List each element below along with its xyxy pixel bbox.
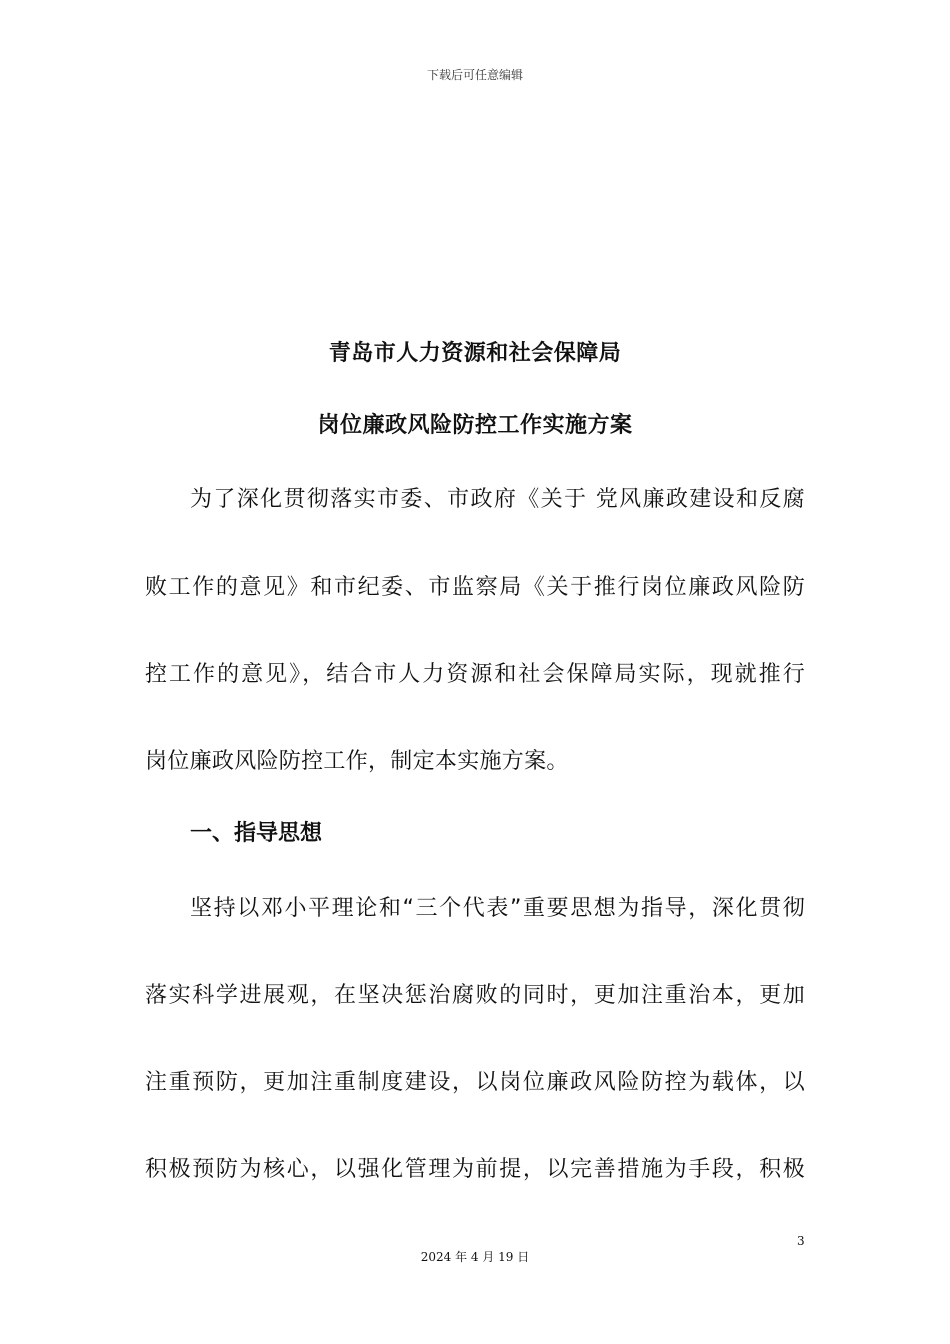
- paragraph-1-line-2: 败工作的意见》和市纪委、市监察局《关于推行岗位廉政风险防: [145, 575, 805, 600]
- paragraph-1-line-4: 岗位廉政风险防控工作，制定本实施方案。: [145, 749, 569, 774]
- paragraph-2-line-3: 注重预防，更加注重制度建设，以岗位廉政风险防控为载体，以: [145, 1070, 805, 1095]
- paragraph-2-line-1: 坚持以邓小平理论和“三个代表”重要思想为指导，深化贯彻: [190, 896, 805, 921]
- paragraph-2-line-2: 落实科学进展观，在坚决惩治腐败的同时，更加注重治本，更加: [145, 983, 805, 1008]
- header-note: 下载后可任意编辑: [426, 68, 523, 82]
- footer-date: 2024 年 4 月 19 日: [420, 1250, 530, 1264]
- paragraph-1-line-3: 控工作的意见》，结合市人力资源和社会保障局实际，现就推行: [145, 662, 805, 687]
- document-title-line-1: 青岛市人力资源和社会保障局: [328, 341, 622, 366]
- paragraph-2-line-4: 积极预防为核心，以强化管理为前提，以完善措施为手段，积极: [145, 1157, 805, 1182]
- page-number: 3: [797, 1234, 805, 1248]
- document-title-line-2: 岗位廉政风险防控工作实施方案: [317, 413, 633, 438]
- section-heading-guiding-thought: 一、指导思想: [190, 821, 323, 846]
- paragraph-1-line-1: 为了深化贯彻落实市委、市政府《关于 党风廉政建设和反腐: [190, 487, 805, 512]
